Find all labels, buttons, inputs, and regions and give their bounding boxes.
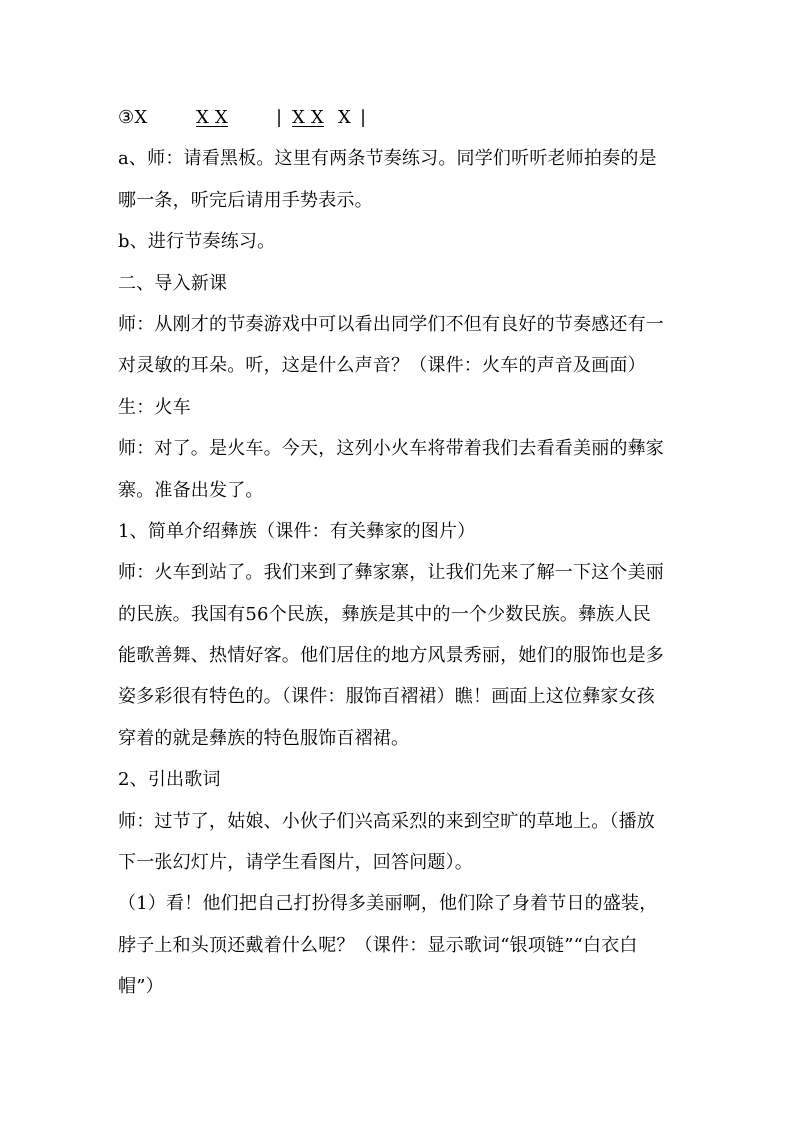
text-line: 对灵敏的耳朵。听，这是什么声音？（课件：火车的声音及画面）	[118, 355, 646, 377]
text-line: 师：对了。是火车。今天，这列小火车将带着我们去看看美丽的彝家	[118, 438, 664, 460]
text-line: 生：火车	[118, 396, 191, 418]
text-line: 的民族。我国有56个民族，彝族是其中的一个少数民族。彝族人民	[118, 603, 651, 625]
section-heading: 二、导入新课	[118, 272, 228, 294]
text-line: 穿着的就是彝族的特色服饰百褶裙。	[118, 727, 410, 749]
text-line: 姿多彩很有特色的。（课件：服饰百褶裙）瞧！画面上这位彝家女孩	[118, 686, 655, 708]
text-line: 师：从刚才的节奏游戏中可以看出同学们不但有良好的节奏感还有一	[118, 313, 664, 335]
text-line: 下一张幻灯片，请学生看图片，回答问题）。	[118, 852, 473, 874]
rhythm-group-1: X X	[196, 107, 228, 128]
rhythm-barline-2: |	[360, 107, 367, 128]
rhythm-notation	[118, 102, 678, 134]
rhythm-group-3: X	[338, 107, 352, 128]
text-line: 脖子上和头顶还戴着什么呢？（课件：显示歌词“银项链”“白衣白	[118, 934, 638, 956]
text-line: 哪一条，听完后请用手势表示。	[118, 189, 373, 211]
subsection-heading: 1、简单介绍彝族（课件：有关彝家的图片）	[118, 520, 476, 542]
text-line: 能歌善舞、热情好客。他们居住的地方风景秀丽，她们的服饰也是多	[118, 645, 664, 667]
rhythm-barline-1: |	[276, 107, 283, 128]
text-line: （1）看！他们把自己打扮得多美丽啊，他们除了身着节日的盛装，	[118, 893, 658, 915]
text-line: 师：过节了，姑娘、小伙子们兴高采烈的来到空旷的草地上。（播放	[118, 810, 655, 832]
document-body	[118, 102, 678, 1013]
text-line: a、师：请看黑板。这里有两条节奏练习。同学们听听老师拍奏的是	[118, 148, 657, 170]
subsection-heading: 2、引出歌词	[118, 769, 221, 791]
text-line: 寨。准备出发了。	[118, 479, 264, 501]
rhythm-number: ③X	[118, 107, 148, 128]
text-line: 师：火车到站了。我们来到了彝家寨，让我们先来了解一下这个美丽	[118, 562, 664, 584]
text-line: b、进行节奏练习。	[118, 231, 276, 253]
rhythm-group-2: X X	[292, 107, 324, 128]
text-line: 帽”）	[118, 976, 164, 998]
